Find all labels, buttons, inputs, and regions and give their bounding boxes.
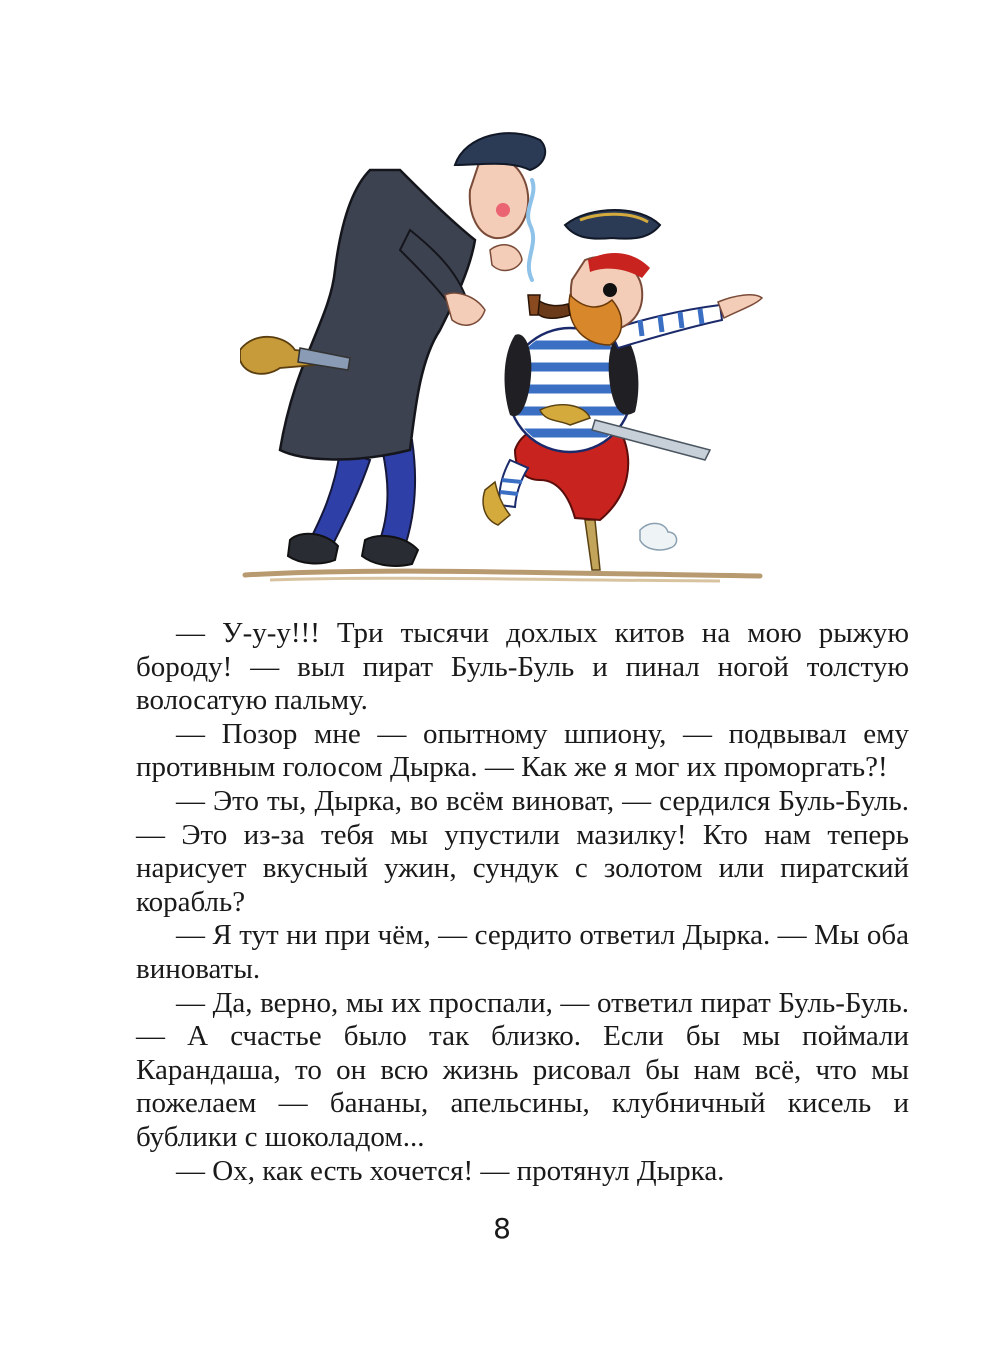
paragraph-6: — Ох, как есть хочется! — протянул Дырка. xyxy=(176,1154,725,1187)
story-text xyxy=(136,617,909,1188)
paragraph-5: — Да, верно, мы их проспали, — ответил пират Буль-Буль. — А счастье было так близко. Если бы мы поймали Карандаша, то он всю жизнь рисовал бы нам всё, что мы пожелаем — бананы, апельсины, клубничный кисель и бублики с шоколадом... xyxy=(136,986,909,1153)
paragraph-2: — Позор мне — опытному шпиону, — подвывал ему противным голосом Дырка. — Как же я мог их проморгать?! xyxy=(136,717,909,784)
paragraph-4: — Я тут ни при чём, — сердито ответил Дырка. — Мы оба виноваты. xyxy=(136,919,909,985)
paragraph-1: — У-у-у!!! Три тысячи дохлых китов на мою рыжую бороду! — выл пират Буль-Буль и пинал ногой толстую волосатую пальму. xyxy=(136,617,909,717)
page-number: 8 xyxy=(493,1212,511,1245)
paragraph-3: — Это ты, Дырка, во всём виноват, — сердился Буль-Буль. — Это из-за тебя мы упустили мазилку! Кто нам теперь нарисует вкусный ужин, сундук с золотом или пиратский корабль? xyxy=(136,784,909,918)
two-pirates-illustration xyxy=(240,120,765,590)
